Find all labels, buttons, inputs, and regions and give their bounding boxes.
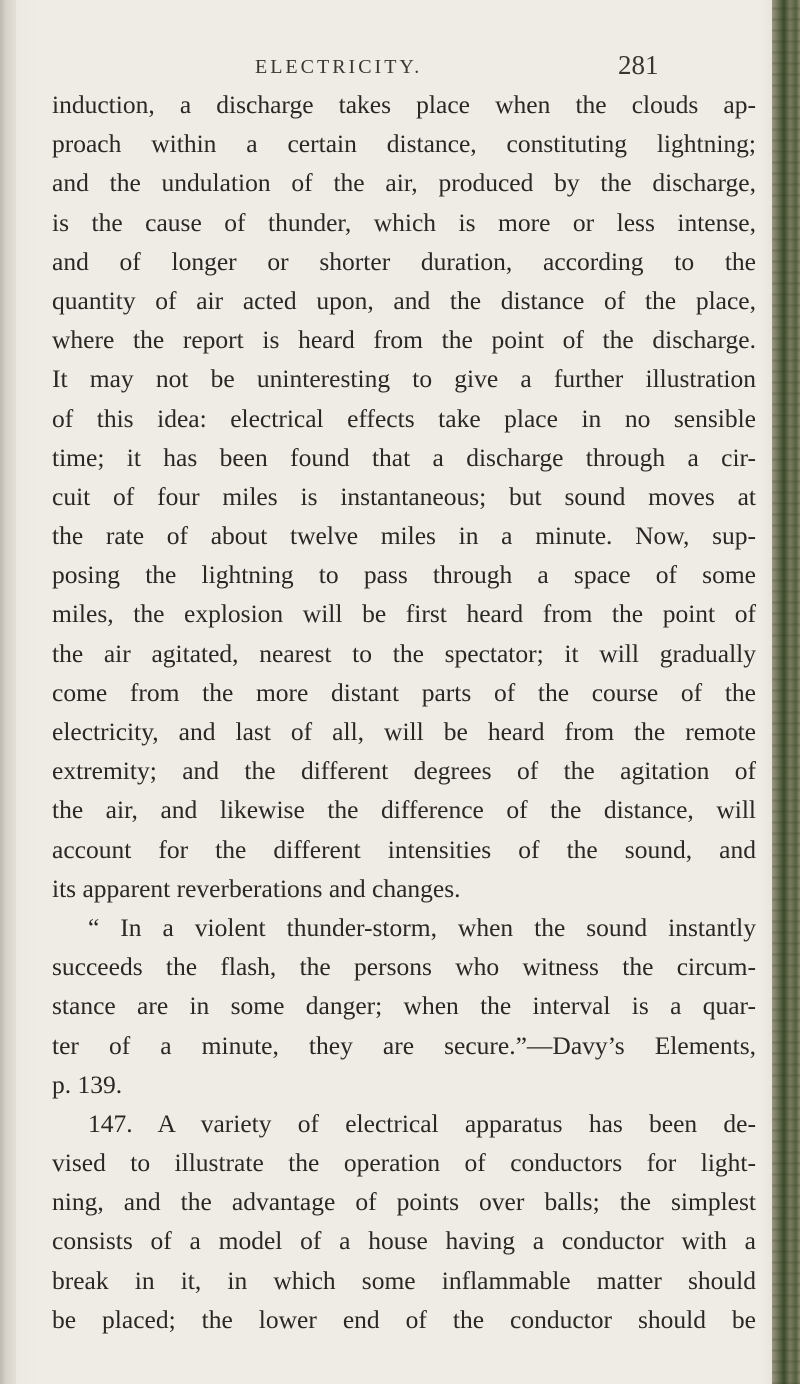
book-spine-edge (772, 0, 800, 1384)
text-line: where the report is heard from the point of the discharge. (52, 325, 756, 355)
text-line: account for the different intensities of the sound, and (52, 834, 756, 864)
text-line: the air agitated, nearest to the spectator; it will gradually (52, 638, 756, 668)
text-line: consists of a model of a house having a conductor with a (52, 1226, 756, 1256)
text-line: “ In a violent thunder-storm, when the sound instantly (88, 912, 756, 942)
text-line: and the undulation of the air, produced by the discharge, (52, 168, 756, 198)
page-number: 281 (618, 50, 659, 80)
text-line: is the cause of thunder, which is more or less intense, (52, 207, 756, 237)
running-head: ELECTRICITY. (255, 56, 423, 78)
text-line: its apparent reverberations and changes. (52, 873, 461, 903)
text-line: stance are in some danger; when the interval is a quar- (52, 991, 756, 1021)
text-line: come from the more distant parts of the course of the (52, 677, 756, 707)
text-line: vised to illustrate the operation of conductors for light- (52, 1148, 756, 1178)
text-line: quantity of air acted upon, and the distance of the place, (52, 285, 756, 315)
text-line: cuit of four miles is instantaneous; but sound moves at (52, 481, 756, 511)
text-line: ter of a minute, they are secure.”—Davy’s Elements, (52, 1030, 756, 1060)
text-line: It may not be uninteresting to give a further illustration (52, 364, 756, 394)
text-line: extremity; and the different degrees of the agitation of (52, 756, 756, 786)
text-line: the air, and likewise the difference of the distance, will (52, 795, 756, 825)
text-line: induction, a discharge takes place when the clouds ap- (52, 90, 756, 119)
text-line: ning, and the advantage of points over balls; the simplest (52, 1187, 756, 1217)
page-left-edge (0, 0, 16, 1384)
text-line: 147. A variety of electrical apparatus has been de- (88, 1108, 756, 1138)
text-line: electricity, and last of all, will be heard from the remote (52, 717, 756, 746)
text-line: and of longer or shorter duration, according to the (52, 246, 756, 276)
text-line: the rate of about twelve miles in a minute. Now, sup- (52, 521, 756, 551)
text-line: time; it has been found that a discharge through a cir- (52, 442, 756, 472)
text-line: of this idea: electrical effects take place in no sensible (52, 403, 756, 433)
body-text (52, 85, 756, 1339)
text-line: be placed; the lower end of the conductor should be (52, 1304, 756, 1334)
text-line: posing the lightning to pass through a space of some (52, 560, 756, 590)
text-line: succeeds the flash, the persons who witness the circum- (52, 952, 756, 982)
text-line: p. 139. (52, 1069, 123, 1099)
text-line: miles, the explosion will be first heard from the point of (52, 599, 756, 629)
text-line: break in it, in which some inflammable matter should (52, 1265, 756, 1295)
text-line: proach within a certain distance, constituting lightning; (52, 129, 756, 159)
